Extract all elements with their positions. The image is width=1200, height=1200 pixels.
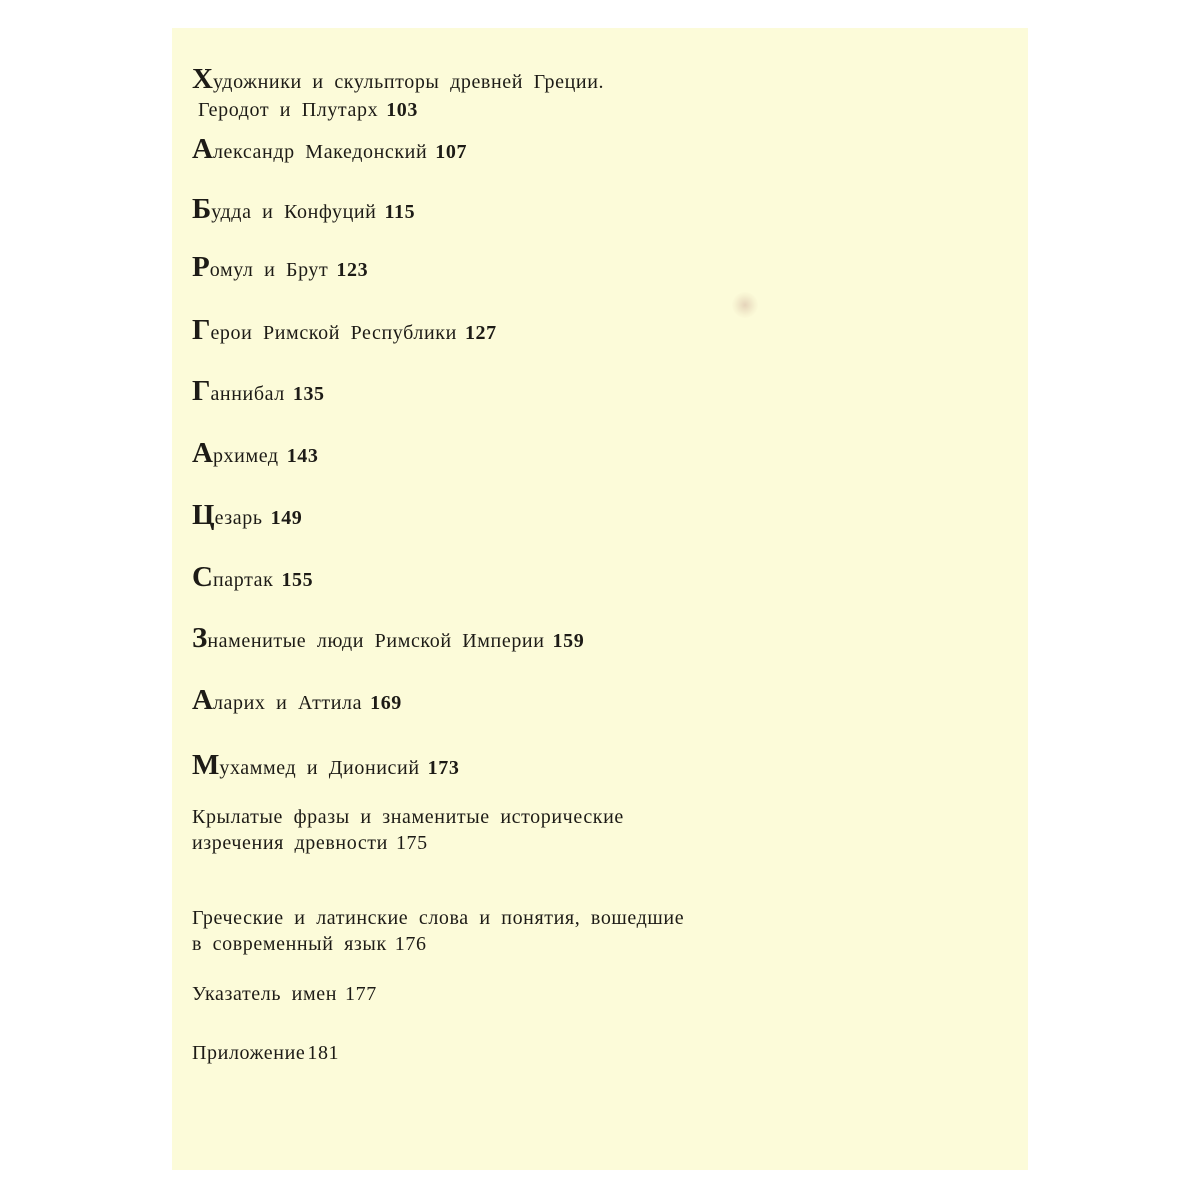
- entry-title: ерои Римской Республики: [210, 322, 457, 344]
- entry-title: рхимед: [212, 445, 279, 467]
- entry-initial: Х: [192, 63, 213, 95]
- entry-title: ларих и Аттила: [212, 692, 363, 714]
- toc-entry-plain: [192, 804, 624, 856]
- entry-page-number: 177: [345, 983, 377, 1005]
- entry-page-number: 176: [394, 933, 427, 955]
- entry-initial: Р: [192, 251, 210, 283]
- entry-page-number: 123: [336, 259, 369, 281]
- entry-initial: Г: [192, 375, 211, 407]
- entry-page-number: 175: [395, 832, 428, 854]
- entry-initial: М: [192, 749, 220, 781]
- entry-title: Приложение: [192, 1042, 306, 1064]
- entry-title: удда и Конфуций: [211, 201, 377, 223]
- entry-page-number: 149: [270, 507, 303, 529]
- toc-entry: [192, 251, 369, 283]
- toc-entry: [192, 622, 585, 654]
- toc-entry: [192, 314, 497, 346]
- toc-entry: [192, 63, 605, 123]
- entry-initial: А: [192, 133, 213, 165]
- entry-initial: А: [192, 437, 213, 469]
- entry-title-line2: в современный язык: [192, 933, 387, 955]
- entry-initial: А: [192, 684, 213, 716]
- entry-title: Крылатые фразы и знаменитые исторические: [192, 806, 624, 828]
- entry-page-number: 169: [370, 692, 402, 714]
- book-page: [172, 28, 1028, 1170]
- entry-title: лександр Македонский: [212, 141, 428, 163]
- entry-page-number: 143: [286, 445, 319, 467]
- entry-page-number: 159: [552, 630, 585, 652]
- entry-title: аннибал: [210, 383, 285, 405]
- entry-page-number: 155: [281, 569, 314, 591]
- toc-entry-plain: [192, 905, 684, 957]
- entry-page-number: 181: [307, 1042, 340, 1064]
- entry-initial: С: [192, 561, 213, 593]
- toc-entry: [192, 133, 468, 165]
- entry-title: Указатель имен: [192, 983, 338, 1005]
- entry-title: омул и Брут: [209, 259, 329, 281]
- entry-title-line2: Геродот и Плутарх: [198, 99, 379, 121]
- entry-title: удожники и скульпторы древней Греции.: [212, 71, 605, 93]
- toc-entry: [192, 437, 319, 469]
- toc-entry-plain: [192, 1040, 339, 1066]
- toc-entry: [192, 561, 314, 593]
- entry-page-number: 127: [464, 322, 497, 344]
- toc-entry: [192, 749, 460, 781]
- entry-page-number: 173: [427, 757, 460, 779]
- entry-page-number: 103: [386, 99, 418, 121]
- entry-initial: Г: [192, 314, 211, 346]
- toc-entry: [192, 499, 303, 531]
- toc-entry: [192, 375, 325, 407]
- entry-initial: З: [192, 622, 208, 654]
- toc-entry: [192, 684, 402, 716]
- entry-title-line2: изречения древности: [192, 832, 388, 854]
- entry-initial: Ц: [192, 499, 215, 531]
- entry-title: езарь: [214, 507, 263, 529]
- toc-entry-plain: [192, 981, 377, 1007]
- entry-title: ухаммед и Дионисий: [219, 757, 420, 779]
- entry-title: наменитые люди Римской Империи: [207, 630, 545, 652]
- entry-title: Греческие и латинские слова и понятия, вошедшие: [192, 907, 685, 929]
- entry-page-number: 135: [292, 383, 325, 405]
- entry-initial: Б: [192, 193, 212, 225]
- entry-page-number: 115: [384, 201, 416, 223]
- toc-entry: [192, 193, 416, 225]
- paper-stain: [732, 292, 758, 318]
- entry-title: партак: [212, 569, 274, 591]
- entry-page-number: 107: [435, 141, 468, 163]
